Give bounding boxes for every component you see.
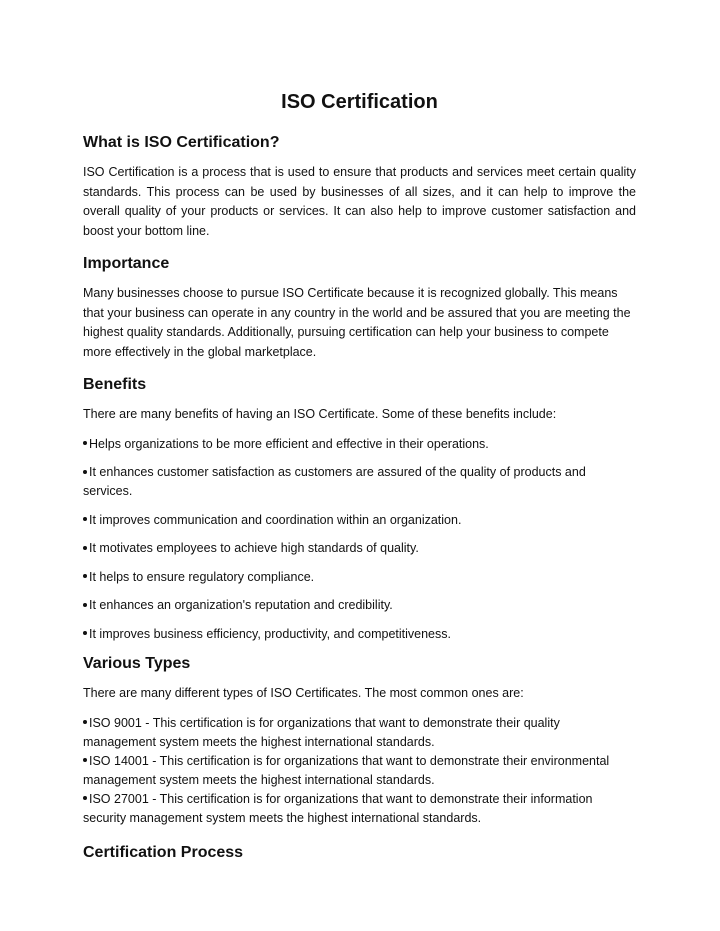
bullet-dot-icon bbox=[83, 603, 87, 607]
list-item-text: It enhances customer satisfaction as customers are assured of the quality of products and services. bbox=[83, 465, 586, 498]
list-item bbox=[83, 790, 636, 828]
section-paragraph-importance: Many businesses choose to pursue ISO Certificate because it is recognized globally. This means that your business can operate in any country in the world and be assured that you are meeting the highest quality standards. Additionally, pursuing certification can help your business to compete more effectively in the global marketplace. bbox=[83, 286, 631, 359]
section-intro-types: There are many different types of ISO Certificates. The most common ones are: bbox=[83, 686, 524, 700]
section-paragraph-what-is: ISO Certification is a process that is used to ensure that products and services meet certain quality standards. This process can be used by businesses of all sizes, and it can help to improve the overall quality of your products or services. It can also help to improve customer satisfaction and boost your bottom line. bbox=[83, 165, 636, 238]
list-item-text: Helps organizations to be more efficient and effective in their operations. bbox=[89, 436, 489, 451]
bullet-dot-icon bbox=[83, 720, 87, 724]
list-item-text: It motivates employees to achieve high standards of quality. bbox=[89, 541, 419, 555]
bullet-dot-icon bbox=[83, 574, 87, 578]
section-heading-benefits: Benefits bbox=[83, 376, 147, 393]
section-heading-process: Certification Process bbox=[83, 843, 244, 861]
list-item-text: It enhances an organization's reputation and credibility. bbox=[89, 598, 393, 612]
section-heading-importance: Importance bbox=[83, 255, 170, 272]
list-item-text: ISO 27001 - This certification is for organizations that want to demonstrate their information security management system meets the highest international standards. bbox=[83, 791, 593, 825]
list-item-text: ISO 14001 - This certification is for organizations that want to demonstrate their environmental management system meets the highest international standards. bbox=[83, 753, 610, 787]
bullet-dot-icon bbox=[83, 470, 87, 474]
benefits-list bbox=[83, 435, 636, 644]
bullet-dot-icon bbox=[83, 441, 87, 445]
list-item bbox=[83, 714, 636, 752]
list-item-text: It helps to ensure regulatory compliance. bbox=[89, 569, 315, 584]
bullet-dot-icon bbox=[83, 758, 87, 762]
list-item bbox=[83, 625, 636, 644]
list-item-text: ISO 9001 - This certification is for organizations that want to demonstrate their quality management system meets the highest international standards. bbox=[83, 715, 560, 749]
document-title: ISO Certification bbox=[281, 91, 438, 113]
types-list bbox=[83, 714, 636, 828]
bullet-dot-icon bbox=[83, 796, 87, 800]
document-page bbox=[83, 88, 636, 873]
bullet-dot-icon bbox=[83, 631, 87, 635]
list-item bbox=[83, 463, 636, 501]
section-heading-types: Various Types bbox=[83, 655, 191, 672]
list-item bbox=[83, 539, 636, 558]
list-item bbox=[83, 596, 636, 615]
list-item-text: It improves business efficiency, productivity, and competitiveness. bbox=[89, 626, 451, 641]
list-item-text: It improves communication and coordination within an organization. bbox=[89, 512, 462, 527]
list-item bbox=[83, 435, 636, 454]
list-item bbox=[83, 752, 636, 790]
bullet-dot-icon bbox=[83, 517, 87, 521]
bullet-dot-icon bbox=[83, 546, 87, 550]
list-item bbox=[83, 568, 636, 587]
list-item bbox=[83, 511, 636, 530]
section-heading-what-is: What is ISO Certification? bbox=[83, 134, 280, 151]
section-intro-benefits: There are many benefits of having an ISO Certificate. Some of these benefits include: bbox=[83, 407, 557, 421]
